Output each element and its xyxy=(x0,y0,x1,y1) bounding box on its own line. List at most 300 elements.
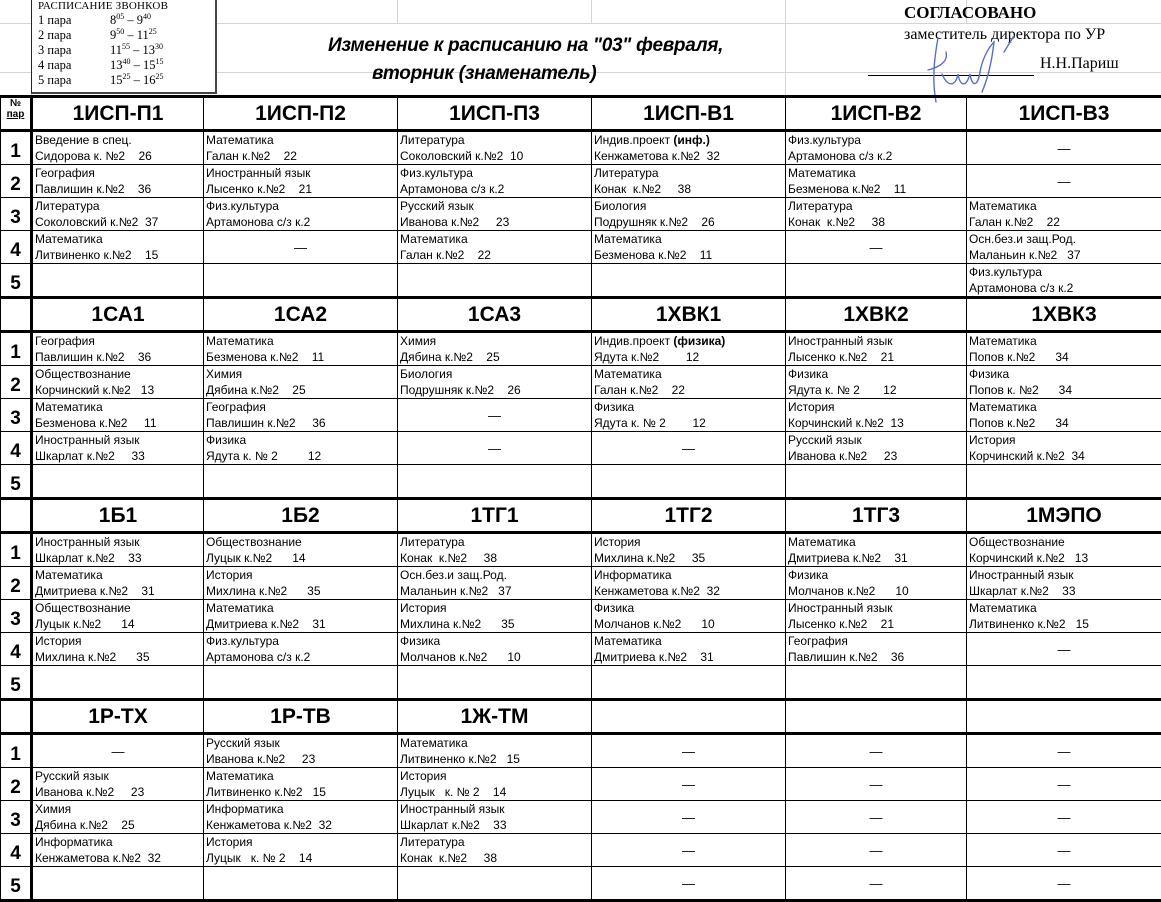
subject-name: Физика xyxy=(788,367,828,381)
subject-name: Обществознание xyxy=(969,535,1065,549)
bell-row xyxy=(38,13,215,28)
pair-number-header-line2: пар xyxy=(1,109,30,120)
lesson-subject xyxy=(786,432,966,448)
subject-name: История xyxy=(788,400,835,414)
time-part: 15 xyxy=(143,58,156,72)
pair-number: 1 xyxy=(1,131,32,165)
lesson-subject xyxy=(592,567,785,583)
subject-name: Биология xyxy=(400,367,452,381)
schedule-row xyxy=(1,867,1161,901)
subject-name: История xyxy=(400,601,447,615)
schedule-row xyxy=(1,332,1161,366)
pair-number: 5 xyxy=(1,264,32,298)
lesson-teacher-room: Кенжаметова к.№2 32 xyxy=(33,850,203,866)
subject-name: Введение в спец. xyxy=(35,133,132,147)
lesson-subject xyxy=(592,132,785,148)
lesson-subject xyxy=(967,399,1161,415)
subject-name: Математика xyxy=(969,199,1037,213)
time-part: 11 xyxy=(110,43,122,57)
subject-name: Физ.культура xyxy=(788,133,861,147)
lesson-cell xyxy=(786,165,967,198)
subject-name: Физика xyxy=(594,400,634,414)
lesson-subject xyxy=(204,633,397,649)
lesson-subject xyxy=(967,534,1161,550)
bell-row-label: 5 пара xyxy=(38,73,110,88)
group-name: 1Ж-ТМ xyxy=(398,700,592,734)
lesson-teacher-room: Молчанов к.№2 10 xyxy=(592,616,785,632)
lesson-subject xyxy=(398,534,591,550)
group-name: 1ХВК1 xyxy=(592,298,786,332)
lesson-teacher-room: Корчинский к.№2 34 xyxy=(967,448,1161,464)
lesson-cell xyxy=(786,432,967,465)
subject-name: Обществознание xyxy=(35,601,131,615)
subject-name: Информатика xyxy=(35,835,113,849)
lesson-cell xyxy=(786,198,967,231)
subject-name: Иностранный язык xyxy=(206,166,311,180)
lesson-subject xyxy=(398,231,591,247)
lesson-teacher-room: Соколовский к.№2 10 xyxy=(398,148,591,164)
lesson-teacher-room: Дмитриева к.№2 31 xyxy=(592,649,785,665)
lesson-cell xyxy=(32,533,204,567)
schedule-row xyxy=(1,600,1161,633)
lesson-teacher-room: Безменова к.№2 11 xyxy=(33,415,203,431)
bell-row xyxy=(38,28,215,43)
pair-number-header xyxy=(1,298,32,332)
empty-cell xyxy=(592,465,786,499)
lesson-teacher-room: Шкарлат к.№2 33 xyxy=(398,817,591,833)
subject-name: Математика xyxy=(969,400,1037,414)
lesson-teacher-room: Кенжаметова к.№2 32 xyxy=(592,583,785,599)
bell-row-time: $8^{05} - 9^{40}$ xyxy=(110,13,151,28)
lesson-cell xyxy=(967,366,1161,399)
lesson-cell xyxy=(32,633,204,666)
lesson-cell xyxy=(592,567,786,600)
lesson-cell xyxy=(32,131,204,165)
lesson-cell xyxy=(398,567,592,600)
time-part: 9 xyxy=(110,28,116,42)
no-class-cell: — xyxy=(592,834,786,867)
empty-cell xyxy=(786,465,967,499)
lesson-cell xyxy=(592,366,786,399)
empty-cell xyxy=(398,264,592,298)
subject-name: Литература xyxy=(400,835,465,849)
lesson-cell xyxy=(32,768,204,801)
lesson-teacher-room: Маланьин к.№2 37 xyxy=(398,583,591,599)
lesson-cell xyxy=(592,533,786,567)
lesson-subject xyxy=(592,600,785,616)
lesson-teacher-room: Подрушняк к.№2 26 xyxy=(398,382,591,398)
lesson-subject xyxy=(592,198,785,214)
lesson-subject xyxy=(398,801,591,817)
subject-name: География xyxy=(206,400,266,414)
group-name: 1ТГ3 xyxy=(786,499,967,533)
subject-name: История xyxy=(35,634,82,648)
lesson-teacher-room: Литвиненко к.№2 15 xyxy=(398,751,591,767)
lesson-teacher-room: Лысенко к.№2 21 xyxy=(786,616,966,632)
pair-number: 3 xyxy=(1,600,32,633)
lesson-subject xyxy=(786,132,966,148)
subject-name: Иностранный язык xyxy=(400,802,505,816)
lesson-teacher-room: Луцык к.№2 14 xyxy=(33,616,203,632)
group-name: 1Р-ТВ xyxy=(204,700,398,734)
lesson-cell xyxy=(204,131,398,165)
lesson-cell xyxy=(967,332,1161,366)
page-title-line2: вторник (знаменатель) xyxy=(300,60,780,88)
lesson-teacher-room: Галан к.№2 22 xyxy=(398,247,591,263)
lesson-teacher-room: Иванова к.№2 23 xyxy=(786,448,966,464)
lesson-subject xyxy=(786,567,966,583)
lesson-subject xyxy=(592,165,785,181)
group-name xyxy=(967,700,1161,734)
lesson-teacher-room: Безменова к.№2 11 xyxy=(786,181,966,197)
lesson-subject xyxy=(398,567,591,583)
no-class-cell: — xyxy=(967,734,1161,768)
lesson-cell xyxy=(592,198,786,231)
lesson-cell xyxy=(786,633,967,666)
lesson-cell xyxy=(398,332,592,366)
approval-position: заместитель директора по УР xyxy=(868,24,1161,46)
lesson-teacher-room: Галан к.№2 22 xyxy=(592,382,785,398)
no-class-cell: — xyxy=(786,231,967,264)
no-class-cell: — xyxy=(592,867,786,901)
lesson-subject xyxy=(204,366,397,382)
no-class-cell: — xyxy=(592,432,786,465)
pair-number: 3 xyxy=(1,399,32,432)
group-name: 1СА3 xyxy=(398,298,592,332)
lesson-cell xyxy=(204,332,398,366)
subject-name: История xyxy=(400,769,447,783)
no-class-cell: — xyxy=(204,231,398,264)
lesson-subject xyxy=(204,600,397,616)
lesson-teacher-room: Дмитриева к.№2 31 xyxy=(33,583,203,599)
no-class-cell: — xyxy=(786,834,967,867)
no-class-cell: — xyxy=(967,867,1161,901)
lesson-cell xyxy=(32,600,204,633)
subject-name: Иностранный язык xyxy=(788,334,893,348)
time-part: 25 xyxy=(156,72,164,81)
pair-number: 1 xyxy=(1,332,32,366)
lesson-teacher-room: Ядута к.№2 12 xyxy=(592,349,785,365)
lesson-teacher-room: Дябина к.№2 25 xyxy=(33,817,203,833)
schedule-row xyxy=(1,801,1161,834)
pair-number: 5 xyxy=(1,666,32,700)
lesson-teacher-room: Павлишин к.№2 36 xyxy=(204,415,397,431)
lesson-teacher-room: Дмитриева к.№2 31 xyxy=(786,550,966,566)
lesson-teacher-room: Артамонова с/з к.2 xyxy=(967,280,1161,296)
pair-number-header xyxy=(1,700,32,734)
lesson-teacher-room: Конак к.№2 38 xyxy=(786,214,966,230)
lesson-cell xyxy=(32,567,204,600)
pair-number: 2 xyxy=(1,768,32,801)
lesson-teacher-room: Шкарлат к.№2 33 xyxy=(967,583,1161,599)
subject-name: Физ.культура xyxy=(400,166,473,180)
lesson-subject xyxy=(204,801,397,817)
lesson-subject xyxy=(967,333,1161,349)
subject-name: Физика xyxy=(788,568,828,582)
lesson-subject xyxy=(33,165,203,181)
subject-name: Математика xyxy=(400,736,468,750)
no-class-cell: — xyxy=(592,768,786,801)
schedule-table xyxy=(0,95,1161,902)
lesson-teacher-room: Сидорова к. №2 26 xyxy=(33,148,203,164)
lesson-cell xyxy=(398,600,592,633)
subject-name: Математика xyxy=(206,769,274,783)
no-class-cell: — xyxy=(32,734,204,768)
subject-name: География xyxy=(788,634,848,648)
lesson-subject xyxy=(967,231,1161,247)
lesson-cell xyxy=(786,131,967,165)
time-part: 13 xyxy=(110,58,123,72)
lesson-subject xyxy=(786,534,966,550)
group-name: 1ИСП-П3 xyxy=(398,97,592,131)
lesson-teacher-room: Артамонова с/з к.2 xyxy=(786,148,966,164)
subject-name: История xyxy=(594,535,641,549)
lesson-subject xyxy=(33,231,203,247)
lesson-cell xyxy=(786,366,967,399)
lesson-cell xyxy=(32,231,204,264)
group-name: 1ТГ2 xyxy=(592,499,786,533)
empty-cell xyxy=(204,666,398,700)
document-header xyxy=(0,0,1161,96)
pair-number: 4 xyxy=(1,432,32,465)
lesson-teacher-room: Шкарлат к.№2 33 xyxy=(33,448,203,464)
subject-name: Физика xyxy=(206,433,246,447)
lesson-cell xyxy=(32,366,204,399)
gridline xyxy=(785,0,786,95)
group-name: 1ИСП-В2 xyxy=(786,97,967,131)
lesson-teacher-room: Павлишин к.№2 36 xyxy=(33,181,203,197)
group-name xyxy=(592,700,786,734)
lesson-teacher-room: Галан к.№2 22 xyxy=(204,148,397,164)
subject-name: Русский язык xyxy=(35,769,109,783)
lesson-subject xyxy=(33,768,203,784)
lesson-teacher-room: Луцык к. № 2 14 xyxy=(398,784,591,800)
lesson-cell xyxy=(592,231,786,264)
lesson-teacher-room: Литвиненко к.№2 15 xyxy=(967,616,1161,632)
subject-name: Русский язык xyxy=(400,199,474,213)
subject-name: Иностранный язык xyxy=(35,433,140,447)
empty-cell xyxy=(592,666,786,700)
subject-name: Индив.проект xyxy=(594,334,673,348)
no-class-cell: — xyxy=(967,801,1161,834)
lesson-cell xyxy=(204,567,398,600)
lesson-subject xyxy=(398,633,591,649)
lesson-cell xyxy=(967,600,1161,633)
lesson-teacher-room: Молчанов к.№2 10 xyxy=(786,583,966,599)
pair-number: 3 xyxy=(1,801,32,834)
subject-name: Математика xyxy=(206,601,274,615)
lesson-subject xyxy=(786,198,966,214)
lesson-cell xyxy=(32,332,204,366)
lesson-cell xyxy=(592,633,786,666)
lesson-teacher-room: Подрушняк к.№2 26 xyxy=(592,214,785,230)
bell-row-time: $15^{25} - 16^{25}$ xyxy=(110,73,164,88)
lesson-cell xyxy=(592,165,786,198)
lesson-cell xyxy=(204,533,398,567)
group-name xyxy=(786,700,967,734)
lesson-cell xyxy=(786,600,967,633)
subject-name: Физ.культура xyxy=(206,634,279,648)
lesson-subject xyxy=(592,633,785,649)
subject-name: Математика xyxy=(35,568,103,582)
schedule-row xyxy=(1,734,1161,768)
bell-row-time: $11^{55} - 13^{30}$ xyxy=(110,43,163,58)
subject-name: Русский язык xyxy=(206,736,280,750)
group-name: 1ТГ1 xyxy=(398,499,592,533)
lesson-cell xyxy=(204,768,398,801)
pair-number: 1 xyxy=(1,734,32,768)
lesson-teacher-room: Соколовский к.№2 37 xyxy=(33,214,203,230)
time-part: 05 xyxy=(116,12,124,21)
subject-name: Информатика xyxy=(594,568,672,582)
time-part: 25 xyxy=(123,72,131,81)
lesson-subject xyxy=(33,399,203,415)
group-header-row xyxy=(1,499,1161,533)
subject-name: Математика xyxy=(788,535,856,549)
lesson-teacher-room: Литвиненко к.№2 15 xyxy=(33,247,203,263)
time-part: 13 xyxy=(143,43,156,57)
lesson-cell xyxy=(398,198,592,231)
lesson-teacher-room: Павлишин к.№2 36 xyxy=(786,649,966,665)
lesson-subject xyxy=(398,132,591,148)
lesson-subject xyxy=(33,801,203,817)
bell-row-time: $9^{50} - 11^{25}$ xyxy=(110,28,157,43)
approval-block xyxy=(868,2,1161,76)
subject-name: Физ.культура xyxy=(206,199,279,213)
subject-name: Физика xyxy=(594,601,634,615)
lesson-cell xyxy=(204,600,398,633)
subject-name: Иностранный язык xyxy=(969,568,1074,582)
lesson-cell xyxy=(967,432,1161,465)
page-title xyxy=(300,32,780,88)
lesson-teacher-room: Дмитриева к.№2 31 xyxy=(204,616,397,632)
schedule-row xyxy=(1,198,1161,231)
lesson-subject xyxy=(967,264,1161,280)
subject-name: Математика xyxy=(594,232,662,246)
time-part: 11 xyxy=(137,28,149,42)
lesson-cell xyxy=(967,264,1161,298)
lesson-subject xyxy=(398,366,591,382)
pair-number-header-line1: № xyxy=(1,98,30,109)
lesson-teacher-room: Конак к.№2 38 xyxy=(592,181,785,197)
page-title-line1: Изменение к расписанию на "03" февраля, xyxy=(300,32,780,60)
schedule-row xyxy=(1,231,1161,264)
lesson-cell xyxy=(592,332,786,366)
lesson-cell xyxy=(398,366,592,399)
lesson-subject xyxy=(204,165,397,181)
subject-name: Литература xyxy=(788,199,853,213)
lesson-subject xyxy=(33,534,203,550)
lesson-cell xyxy=(398,165,592,198)
gridline xyxy=(591,0,592,24)
subject-note: (инф.) xyxy=(673,133,709,147)
lesson-teacher-room: Корчинский к.№2 13 xyxy=(967,550,1161,566)
group-header-row xyxy=(1,97,1161,131)
lesson-subject xyxy=(33,834,203,850)
no-class-cell: — xyxy=(592,801,786,834)
lesson-teacher-room: Литвиненко к.№2 15 xyxy=(204,784,397,800)
lesson-cell xyxy=(398,533,592,567)
no-class-cell: — xyxy=(967,131,1161,165)
lesson-teacher-room: Конак к.№2 38 xyxy=(398,850,591,866)
no-class-cell: — xyxy=(967,633,1161,666)
bell-row-label: 1 пара xyxy=(38,13,110,28)
bell-row xyxy=(38,73,215,88)
subject-name: Химия xyxy=(400,334,436,348)
bell-row-label: 2 пара xyxy=(38,28,110,43)
subject-name: Индив.проект xyxy=(594,133,673,147)
lesson-teacher-room: Кенжаметова к.№2 32 xyxy=(204,817,397,833)
subject-name: История xyxy=(969,433,1016,447)
lesson-cell xyxy=(32,834,204,867)
lesson-subject xyxy=(398,198,591,214)
lesson-teacher-room: Корчинский к.№2 13 xyxy=(33,382,203,398)
lesson-subject xyxy=(592,231,785,247)
subject-name: География xyxy=(35,166,95,180)
group-name: 1СА2 xyxy=(204,298,398,332)
lesson-cell xyxy=(967,399,1161,432)
time-part: 8 xyxy=(110,13,116,27)
schedule-row xyxy=(1,666,1161,700)
lesson-subject xyxy=(204,768,397,784)
schedule-row xyxy=(1,567,1161,600)
lesson-teacher-room: Артамонова с/з к.2 xyxy=(204,214,397,230)
lesson-subject xyxy=(398,768,591,784)
lesson-cell xyxy=(592,600,786,633)
pair-number-header xyxy=(1,499,32,533)
empty-cell xyxy=(32,666,204,700)
lesson-subject xyxy=(204,432,397,448)
lesson-subject xyxy=(967,432,1161,448)
lesson-cell xyxy=(32,198,204,231)
lesson-cell xyxy=(32,432,204,465)
lesson-cell xyxy=(967,198,1161,231)
lesson-cell xyxy=(204,834,398,867)
schedule-row xyxy=(1,768,1161,801)
lesson-teacher-room: Михлина к.№2 35 xyxy=(592,550,785,566)
lesson-subject xyxy=(33,198,203,214)
lesson-teacher-room: Дябина к.№2 25 xyxy=(204,382,397,398)
bell-row xyxy=(38,43,215,58)
group-name: 1ХВК3 xyxy=(967,298,1161,332)
lesson-subject xyxy=(786,600,966,616)
lesson-teacher-room: Безменова к.№2 11 xyxy=(204,349,397,365)
schedule-row xyxy=(1,366,1161,399)
time-part: 15 xyxy=(110,73,123,87)
signature-line xyxy=(868,61,1034,76)
gridline xyxy=(397,0,398,24)
empty-cell xyxy=(786,264,967,298)
no-class-cell: — xyxy=(592,734,786,768)
subject-name: История xyxy=(206,568,253,582)
subject-name: Математика xyxy=(206,334,274,348)
lesson-subject xyxy=(398,333,591,349)
group-header-row xyxy=(1,298,1161,332)
time-part: 40 xyxy=(143,12,151,21)
lesson-teacher-room: Попов к.№2 34 xyxy=(967,349,1161,365)
bell-row-label: 3 пара xyxy=(38,43,110,58)
lesson-teacher-room: Иванова к.№2 23 xyxy=(398,214,591,230)
subject-name: Математика xyxy=(969,601,1037,615)
empty-cell xyxy=(967,465,1161,499)
lesson-cell xyxy=(204,198,398,231)
pair-number: 3 xyxy=(1,198,32,231)
subject-note: (физика) xyxy=(673,334,725,348)
group-name: 1ИСП-П2 xyxy=(204,97,398,131)
subject-name: Математика xyxy=(594,367,662,381)
subject-name: Математика xyxy=(206,133,274,147)
schedule-row xyxy=(1,465,1161,499)
